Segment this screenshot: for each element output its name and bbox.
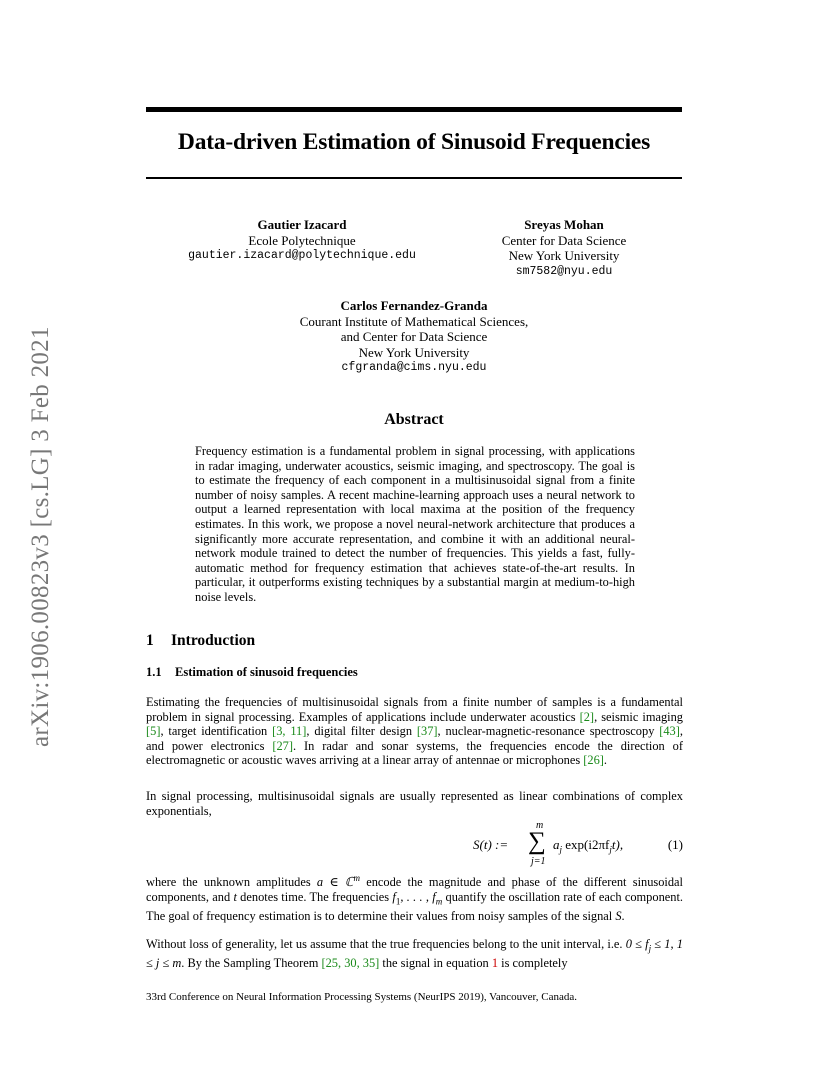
paragraph-2: In signal processing, multisinusoidal signals are usually represented as linear combinations of complex exponentials, xyxy=(146,789,683,818)
section-number: 1 xyxy=(146,632,154,649)
paper-title: Data-driven Estimation of Sinusoid Frequencies xyxy=(177,129,651,155)
citation-link[interactable]: [27] xyxy=(272,738,293,753)
citation-link[interactable]: [3, 11] xyxy=(272,724,307,738)
author-email: gautier.izacard@polytechnique.edu xyxy=(188,249,416,262)
citation-link[interactable]: [5] xyxy=(146,724,161,738)
sum-upper-limit: m xyxy=(536,820,544,831)
abstract-text: Frequency estimation is a fundamental problem in signal processing, with applications in radar imaging, underwater acoustics, seismic imaging, and spectroscopy. The goal is to estimate the frequency of each component in a multisinusoidal signal from a finite number of noisy samples. A recent machine-learning approach uses a neural network to output a learned representation with local maxima at the position of the frequency estimates. In this work, we propose a novel neural-network architecture that produces a significantly more accurate representation, and combine it with an additional neural-network module trained to detect the number of frequencies. This yields a fast, fully-automatic method for frequency estimation that achieves state-of-the-art results. In particular, it outperforms existing techniques by a substantial margin at medium-to-high noise levels. xyxy=(195,444,635,604)
author-affiliation: and Center for Data Science xyxy=(340,329,488,344)
author-affiliation: Courant Institute of Mathematical Sciences, xyxy=(299,313,529,329)
author-block-3 xyxy=(274,298,554,376)
author-name: Sreyas Mohan xyxy=(524,217,604,232)
title-top-rule xyxy=(146,107,682,112)
citation-link[interactable]: [37] xyxy=(416,724,438,738)
citation-link[interactable]: [2] xyxy=(579,709,595,724)
author-affiliation: Center for Data Science xyxy=(501,232,627,248)
author-name: Gautier Izacard xyxy=(257,217,347,232)
citation-link[interactable]: [25, 30, 35] xyxy=(321,955,380,970)
author-email: sm7582@nyu.edu xyxy=(515,264,613,278)
citation-link[interactable]: [43] xyxy=(659,724,680,738)
author-block-1 xyxy=(186,217,418,264)
abstract-heading: Abstract xyxy=(384,411,444,428)
subsection-heading xyxy=(146,665,358,680)
author-email: cfgranda@cims.nyu.edu xyxy=(341,361,487,374)
citation-link[interactable]: [26] xyxy=(583,753,604,767)
title-bottom-rule xyxy=(146,177,682,179)
author-affiliation: New York University xyxy=(358,344,470,360)
paragraph-3: where the unknown amplitudes a ∈ ℂ$^m$ encode the magnitude and phase of the different sinusoidal components, and t denotes time. The frequencies $f_1$, . . . , $f_m$ quantify the oscillation rate of each component. The goal of frequency estimation is to determine their values from noisy samples of the signal S. xyxy=(146,873,683,923)
equation-ref-link[interactable]: 1 xyxy=(491,955,499,970)
author-block-2 xyxy=(474,217,654,279)
author-affiliation: New York University xyxy=(508,248,620,263)
subsection-title: Estimation of sinusoid frequencies xyxy=(175,665,358,679)
author-name: Carlos Fernandez-Granda xyxy=(340,298,488,313)
sum-lower-limit: j=1 xyxy=(531,856,546,867)
paragraph-4: Without loss of generality, let us assume that the true frequencies belong to the unit interval, i.e. $0 \le f_j \le 1$, 1 ≤ j ≤ m. By the Sampling Theorem [25, 30, 35] the signal in equation 1 is completely xyxy=(146,937,683,970)
author-affiliation: Ecole Polytechnique xyxy=(248,232,356,248)
subsection-number: 1.1 xyxy=(146,665,162,679)
equation-1: S(t) := m ∑ j=1 $a_j$ $\exp(i2\pi f_jt)$, (1) xyxy=(473,820,683,867)
arxiv-watermark: arXiv:1906.00823v3 [cs.LG] 3 Feb 2021 xyxy=(27,326,54,747)
equation-number: (1) xyxy=(667,837,683,852)
section-title: Introduction xyxy=(171,632,256,649)
conference-footnote: 33rd Conference on Neural Information Processing Systems (NeurIPS 2019), Vancouver, Canada. xyxy=(146,991,578,1003)
paragraph-1: Estimating the frequencies of multisinusoidal signals from a finite number of samples is a fundamental problem in signal processing. Examples of applications include underwater acoustics [2], seismic imaging [5], target identification [3, 11], digital filter design [37], nuclear-magnetic-resonance spectroscopy [43], and power electronics [27]. In radar and sonar systems, the frequencies encode the direction of electromagnetic or acoustic waves arriving at a linear array of antennae or microphones [26]. xyxy=(146,695,684,767)
section-heading xyxy=(146,632,255,650)
sum-symbol: ∑ xyxy=(528,828,546,855)
